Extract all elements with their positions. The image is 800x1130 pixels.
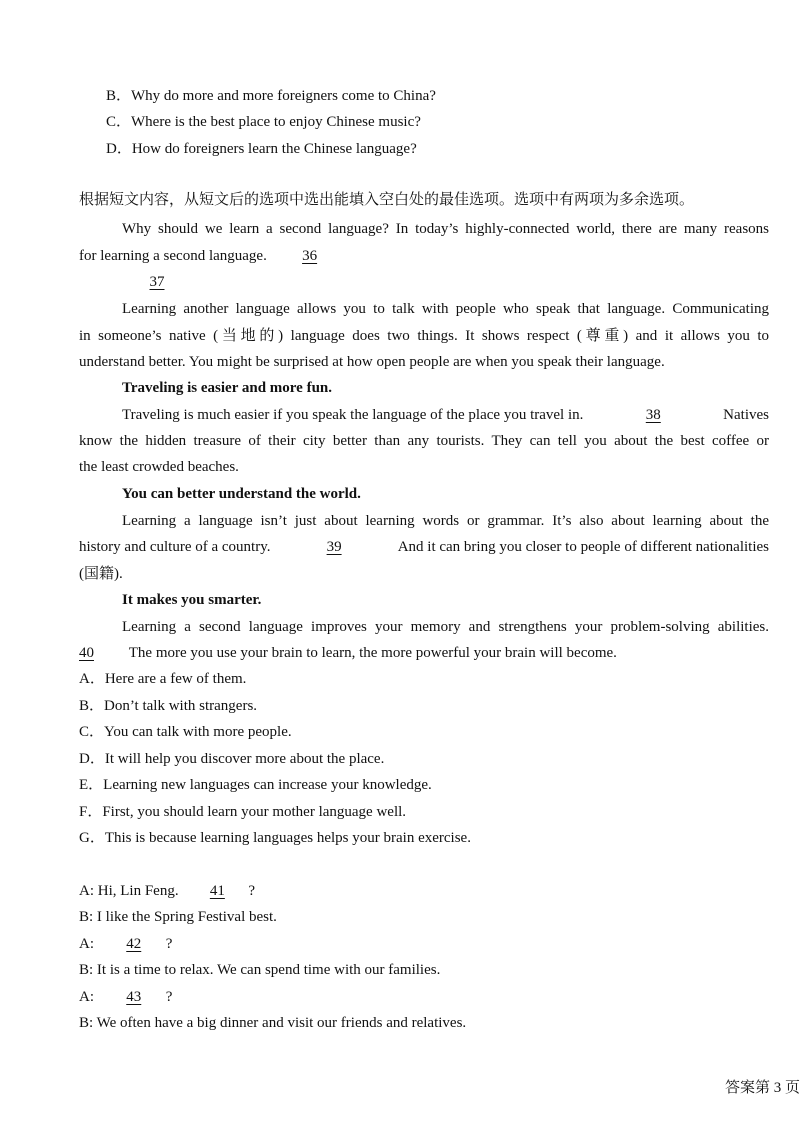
page-footer: 答案第 3 页: [724, 1080, 800, 1096]
dialogue-b3: B: We often have a big dinner and visit our friends and relatives.: [79, 1015, 467, 1031]
passage-p4-line2-rest: And it can bring you closer to people of different nationalities: [397, 539, 769, 555]
passage-p4-line3: (国籍).: [79, 566, 123, 582]
heading-smarter: It makes you smarter.: [122, 592, 262, 608]
passage-p3-line1-natives: Natives: [723, 407, 769, 423]
passage-p3-line1: [122, 405, 769, 425]
passage-p3-line1-text: Traveling is much easier if you speak the language of the place you travel in.: [122, 407, 584, 423]
blank-36: 36: [302, 248, 318, 264]
answer-option-d: D．It will help you discover more about the place.: [79, 751, 385, 767]
dialogue-a3: [79, 987, 172, 1007]
blank-41: 41: [209, 883, 225, 899]
option-d-top: D．How do foreigners learn the Chinese language?: [106, 141, 417, 157]
answer-option-a: A．Here are a few of them.: [79, 671, 247, 687]
blank-39: 39: [326, 539, 342, 555]
instructions: 根据短文内容，从短文后的选项中选出能填入空白处的最佳选项。选项中有两项为多余选项。: [79, 192, 695, 208]
dialogue-a2-prefix: A:: [79, 936, 94, 952]
passage-p3-line3: the least crowded beaches.: [79, 459, 239, 475]
dialogue-a3-prefix: A:: [79, 989, 94, 1005]
passage-p2-line1: Learning another language allows you to talk with people who speak that language. Communicating: [122, 301, 769, 317]
passage-p1-line2: [79, 246, 345, 266]
answer-option-c: C．You can talk with more people.: [79, 724, 292, 740]
dialogue-a3-suffix: ?: [165, 989, 173, 1005]
answer-option-b: B．Don’t talk with strangers.: [79, 698, 258, 714]
blank-42: 42: [126, 936, 142, 952]
blank-43: 43: [126, 989, 142, 1005]
passage-p2-line2: in someone’s native (当地的) language does two things. It shows respect (尊重) and it allows you to: [79, 328, 769, 344]
passage-p5-line1: Learning a second language improves your memory and strengthens your problem-solving abilities.: [122, 619, 769, 635]
blank-37-line: [122, 272, 192, 292]
passage-p5-line2: [79, 643, 617, 663]
dialogue-a1: [79, 881, 255, 901]
dialogue-a1-suffix: ?: [248, 883, 256, 899]
answer-option-f: F．First, you should learn your mother language well.: [79, 804, 407, 820]
passage-p3-line2: know the hidden treasure of their city better than any tourists. They can tell you about the best coffee or: [79, 433, 769, 449]
dialogue-a2: [79, 934, 172, 954]
dialogue-b2: B: It is a time to relax. We can spend time with our families.: [79, 962, 441, 978]
blank-40: 40: [79, 645, 94, 661]
dialogue-a2-suffix: ?: [165, 936, 173, 952]
answer-option-g: G．This is because learning languages helps your brain exercise.: [79, 830, 471, 846]
passage-p4-line2-text: history and culture of a country.: [79, 539, 271, 555]
heading-traveling: Traveling is easier and more fun.: [122, 380, 332, 396]
passage-p1-line2-text: for learning a second language.: [79, 248, 267, 264]
answer-option-e: E．Learning new languages can increase your knowledge.: [79, 777, 432, 793]
option-b-top: B．Why do more and more foreigners come to China?: [106, 88, 436, 104]
dialogue-b1: B: I like the Spring Festival best.: [79, 909, 277, 925]
heading-understand-world: You can better understand the world.: [122, 486, 361, 502]
passage-p2-line3: understand better. You might be surprised at how open people are when you speak their language.: [79, 354, 665, 370]
passage-p5-line2-text: The more you use your brain to learn, the more powerful your brain will become.: [128, 645, 617, 661]
passage-p4-line1: Learning a language isn’t just about learning words or grammar. It’s also about learning about the: [122, 513, 769, 529]
passage-p4-line2: [79, 537, 769, 557]
blank-38: 38: [645, 407, 661, 423]
blank-37: 37: [149, 274, 165, 290]
option-c-top: C．Where is the best place to enjoy Chinese music?: [106, 114, 421, 130]
dialogue-a1-prefix: A: Hi, Lin Feng.: [79, 883, 179, 899]
passage-p1-line1: Why should we learn a second language? In today’s highly-connected world, there are many reasons: [122, 221, 769, 237]
